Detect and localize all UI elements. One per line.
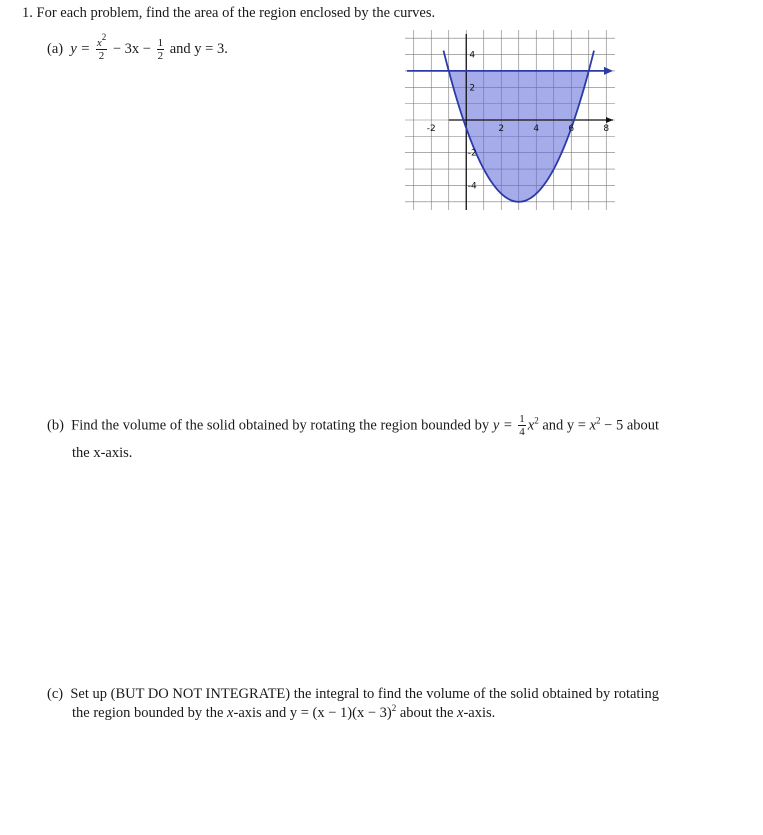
part-c-line2: the region bounded by the x-axis and $y = (x - 1)(x - 3)^2$ about the x-axis. [72,703,496,721]
y-tick-label: 4 [469,50,476,61]
part-b-line2: the x-axis. [72,445,133,461]
x-tick-label: 6 [568,124,575,134]
x-tick-label: 4 [533,124,540,134]
part-a-tail: and y = 3. [169,40,228,57]
part-c-label: (c) [47,686,64,702]
part-a-graph [405,30,615,210]
part-b-label: (b) [47,417,64,434]
y-tick-label: 2 [469,83,476,94]
x-tick-label: 2 [498,124,505,134]
part-b-term2: x [589,417,597,434]
part-b-y-eq: y = [492,417,513,434]
x-tick-label: -2 [426,124,436,134]
part-a-statement [47,32,228,62]
part-a-fraction-1-over-2: $\frac{1}{2}$ [157,36,164,62]
x-tick-label: 8 [603,124,610,134]
part-a-minus-3x: − 3x − [112,40,151,57]
part-a-y-eq: y = [70,40,91,57]
y-tick-label: -4 [467,181,477,192]
part-b-statement: (b) Find the volume of the solid obtained by rotating the region bounded by y = $\frac{1}{4}$ $x^2$ and $y = x^2 - 5$ about [47,413,660,438]
part-b-term1: x [527,417,535,434]
part-b-term2-rest: − 5 about [604,417,660,434]
part-b-line1-text: Find the volume of the solid obtained by rotating the region bounded by [71,417,490,434]
x-axis-arrow [606,117,613,123]
line-y-equals-3-arrow [604,67,613,75]
part-b-and-y: and y = [542,417,586,434]
y-tick-label: -2 [467,148,477,159]
part-b-fraction-1-over-4: $\frac{1}{4}$ [519,413,525,438]
problem-number: 1. [22,5,33,21]
problem-header [22,5,435,22]
part-c-statement [47,686,659,703]
part-c-line1: Set up (BUT DO NOT INTEGRATE) the integral to find the volume of the solid obtained by rotating [70,686,659,702]
part-a-label: (a) [47,40,64,57]
part-a-fraction-x2-over-2: $\frac{x^2}{2}$ [96,32,107,62]
problem-instruction: For each problem, find the area of the region enclosed by the curves. [36,5,436,21]
